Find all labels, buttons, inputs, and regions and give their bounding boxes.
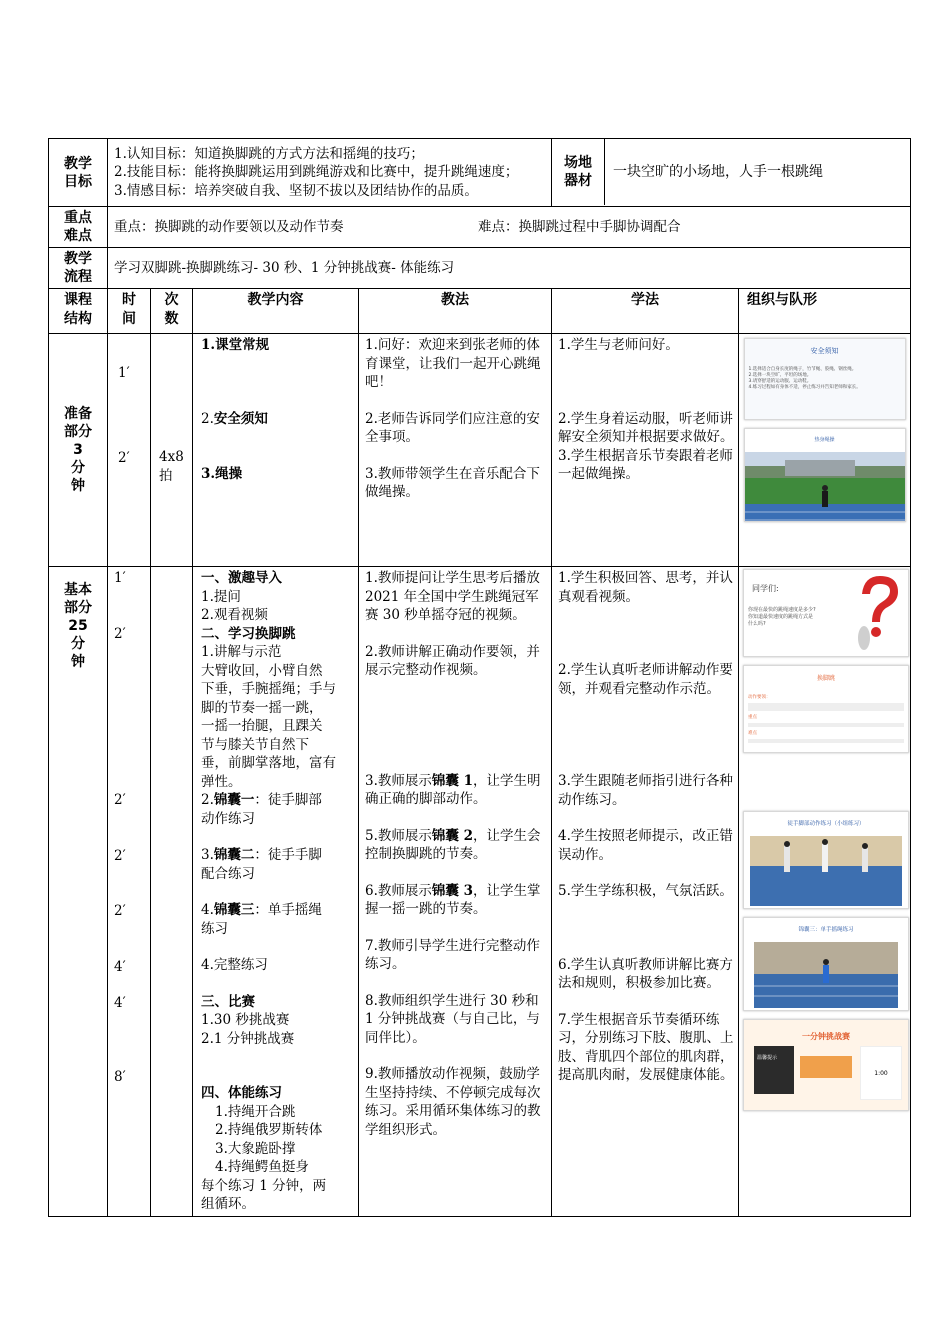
prep-content-2: 2.安全须知 [201,410,268,427]
full-practice: 4.完整练习 [201,957,268,973]
prep-count: 4x8 拍 [159,449,184,484]
prep-learning-3: 3.学生根据音乐节奏跟着老师一起做绳操。 [558,447,733,482]
prep-learning-2: 2.学生身着运动服，听老师讲解安全须知并根据要求做好。 [558,410,734,445]
challenge-banner [800,1056,852,1078]
prep-organization-cell [739,334,911,567]
header-content: 教学内容 [193,289,359,334]
venue-text: 一块空旷的小场地，人手一根跳绳 [613,163,824,180]
flow-row [49,248,911,289]
basic-learning-7: 7.学生根据音乐节奏循环练习，分别练习下肢、腹肌、上肢、背肌四个部位的肌肉群，提高肌肉耐，发展健康体能。 [558,1011,734,1083]
basic-teaching-1: 1.教师提问让学生思考后播放 2021 年全国中学生跳绳冠军赛 30 秒单摇夺冠的视频。 [365,570,540,623]
basic-count-cell [151,567,193,1217]
practice-photo-2 [744,940,908,1012]
basic-teaching-5: 5.教师展示锦囊 2，让学生会控制换脚跳的节奏。 [365,827,541,862]
header-count: 次 数 [151,289,193,334]
prep-content-3: 3.绳操 [201,466,243,482]
slide-safety-title: 安全须知 [810,347,839,355]
tip-one: 2.锦囊一：徒手脚部 [201,792,322,808]
objective-cognitive: 1.认知目标：知道换脚跳的方式方法和摇绳的技巧； [114,145,424,162]
objective-skill: 2.技能目标：能将换脚跳运用到跳绳游戏和比赛中，提升跳绳速度； [114,164,519,181]
prep-row [49,334,911,567]
prep-learning-1: 1.学生与老师问好。 [558,337,679,353]
slide-challenge: 一分钟挑战赛 温馨提示 1:00 [743,1019,909,1111]
prep-teaching-3: 3.教师带领学生在音乐配合下做绳操。 [365,465,540,500]
basic-learning-3: 3.学生跟随老师指引进行各种动作练习。 [558,773,733,808]
prep-teaching-1: 1.问好：欢迎来到张老师的体育课堂，让我们一起开心跳绳吧！ [365,337,541,390]
header-structure: 课程 结构 [49,289,108,334]
objectives-label: 教学 目标 [49,139,108,207]
question-mark-icon [850,572,906,652]
prep-time-2: 2′ [118,449,130,466]
basic-learning-4: 4.学生按照老师提示，改正错误动作。 [558,828,733,863]
header-learning: 学法 [552,289,739,334]
section-learn-title: 二、学习换脚跳 [201,625,296,642]
slide-question: 同学们: 你现在最快的跳绳速度是多少? 你知道最快速度的跳绳方式是 什么吗? [743,569,909,657]
basic-learning-6: 6.学生认真听教师讲解比赛方法和规则，积极参加比赛。 [558,956,733,991]
basic-learning-5: 5.学生学练积极，气氛活跃。 [558,883,733,899]
basic-content-cell: 一、激趣导入 1.提问 2.观看视频 二、学习换脚跳 1.讲解与示范 大臂收回，小臂自然 下垂，手腕摇绳；手与 脚的节奏一摇一跳， 一摇一抬腿，且踝关 节与膝关节自然下 垂，前脚掌落地，富有 弹性。 2.锦囊一：徒手脚部 动作练习 3.锦囊二：徒手手脚 配合练习 4.锦囊三：单手摇绳 练习 4.完整练习 三、比赛 1.30 秒挑战赛 2.1 分钟挑战赛 四、体能练习 1.持绳开合跳 2.持绳俄罗斯转体 3.大象跪卧撑 4.持绳鳄鱼挺身 每个练习 1 分钟，两 组循环。 [193,567,359,1217]
basic-teaching-3: 3.教师展示锦囊 1，让学生明确正确的脚部动作。 [365,772,541,807]
basic-time-cell: 1′ 2′ 2′ 2′ 2′ 4′ 4′ 8′ [108,567,151,1217]
basic-label: 基本 部分 25 分 钟 [49,567,108,1217]
header-organization: 组织与队形 [739,289,911,334]
lesson-plan-table [48,138,911,1217]
objectives-row [49,139,911,207]
basic-organization-cell [739,567,911,1217]
keypoints-row [49,207,911,248]
practice-photo-1 [744,834,908,908]
tip-two: 3.锦囊二：徒手手脚 [201,847,322,863]
section-contest-title: 三、比赛 [201,993,255,1010]
venue-label: 场地 器材 [552,139,605,205]
slide-rope-title: 热身绳操 [814,437,835,443]
prep-content-cell [193,334,359,567]
prep-count-cell [151,334,193,567]
header-time: 时 间 [108,289,151,334]
challenge-tips-panel: 温馨提示 [754,1046,794,1094]
prep-time-cell [108,334,151,567]
difficult-point: 难点：换脚跳过程中手脚协调配合 [478,218,681,235]
basic-learning-1: 1.学生积极回答、思考，并认真观看视频。 [558,570,733,605]
challenge-timer-panel: 1:00 [860,1046,902,1100]
key-point: 重点：换脚跳的动作要领以及动作节奏 [114,218,344,235]
basic-row [49,567,911,1217]
prep-teaching-2: 2.老师告诉同学们应注意的安全事项。 [365,410,540,445]
slide-switch-foot: 换脚跳 动作要领： 重点 难点 [743,665,909,753]
prep-teaching-cell [359,334,552,567]
basic-teaching-cell [359,567,552,1217]
section-intro-title: 一、激趣导入 [201,570,282,586]
slide-foot-practice: 徒手脚部动作练习（小组练习） [743,811,909,909]
flow-label: 教学 流程 [49,248,108,289]
flow-text: 学习双脚跳-换脚跳练习- 30 秒、1 分钟挑战赛- 体能练习 [108,248,911,289]
prep-content-1: 1.课堂常规 [201,337,270,353]
prep-label: 准备 部分 3 分 钟 [49,334,108,567]
slide-rope-exercise [744,428,906,522]
objectives-text [108,139,552,207]
basic-teaching-6: 6.教师展示锦囊 3，让学生掌握一摇一跳的节奏。 [365,882,541,917]
prep-learning-cell [552,334,739,567]
basic-teaching-9: 9.教师播放动作视频，鼓励学生坚持持续、不停顿完成每次练习。采用循环集体练习的教学组织形式。 [365,1066,541,1138]
basic-teaching-2: 2.教师讲解正确动作要领，并展示完整动作视频。 [365,643,540,678]
section-fitness-title: 四、体能练习 [201,1085,282,1101]
field-photo [745,452,905,523]
basic-learning-2: 2.学生认真听老师讲解动作要领，并观看完整动作示范。 [558,662,733,697]
objective-emotion: 3.情感目标：培养突破自我、坚韧不拔以及团结协作的品质。 [114,182,478,199]
header-row [49,289,911,334]
basic-teaching-8: 8.教师组织学生进行 30 秒和 1 分钟挑战赛（与自己比，与同伴比）。 [365,992,540,1046]
prep-time-1: 1′ [118,365,130,381]
slide-safety: 安全须知 1.选择适合自身长度的绳子，竹节绳、胶绳、钢丝绳。 2.选择一块空旷、平坦的场地。 3.请穿舒适的运动服、运动鞋。 4.练习过程如有身体不适，停止练习并告知老师和家长。 [744,338,906,420]
action-description: 大臂收回，小臂自然 下垂，手腕摇绳；手与 脚的节奏一摇一跳， 一摇一抬腿，且踝关 节与膝关节自然下 垂，前脚掌落地，富有 弹性。 [201,662,336,790]
keypoints-text [108,207,911,248]
slide-single-hand: 锦囊三：单手摇绳练习 [743,917,909,1011]
keypoints-label: 重点 难点 [49,207,108,248]
venue-cell [552,139,911,207]
tip-three: 4.锦囊三：单手摇绳 [201,902,322,918]
basic-teaching-7: 7.教师引导学生进行完整动作练习。 [365,937,540,972]
basic-learning-cell [552,567,739,1217]
header-teaching: 教法 [359,289,552,334]
